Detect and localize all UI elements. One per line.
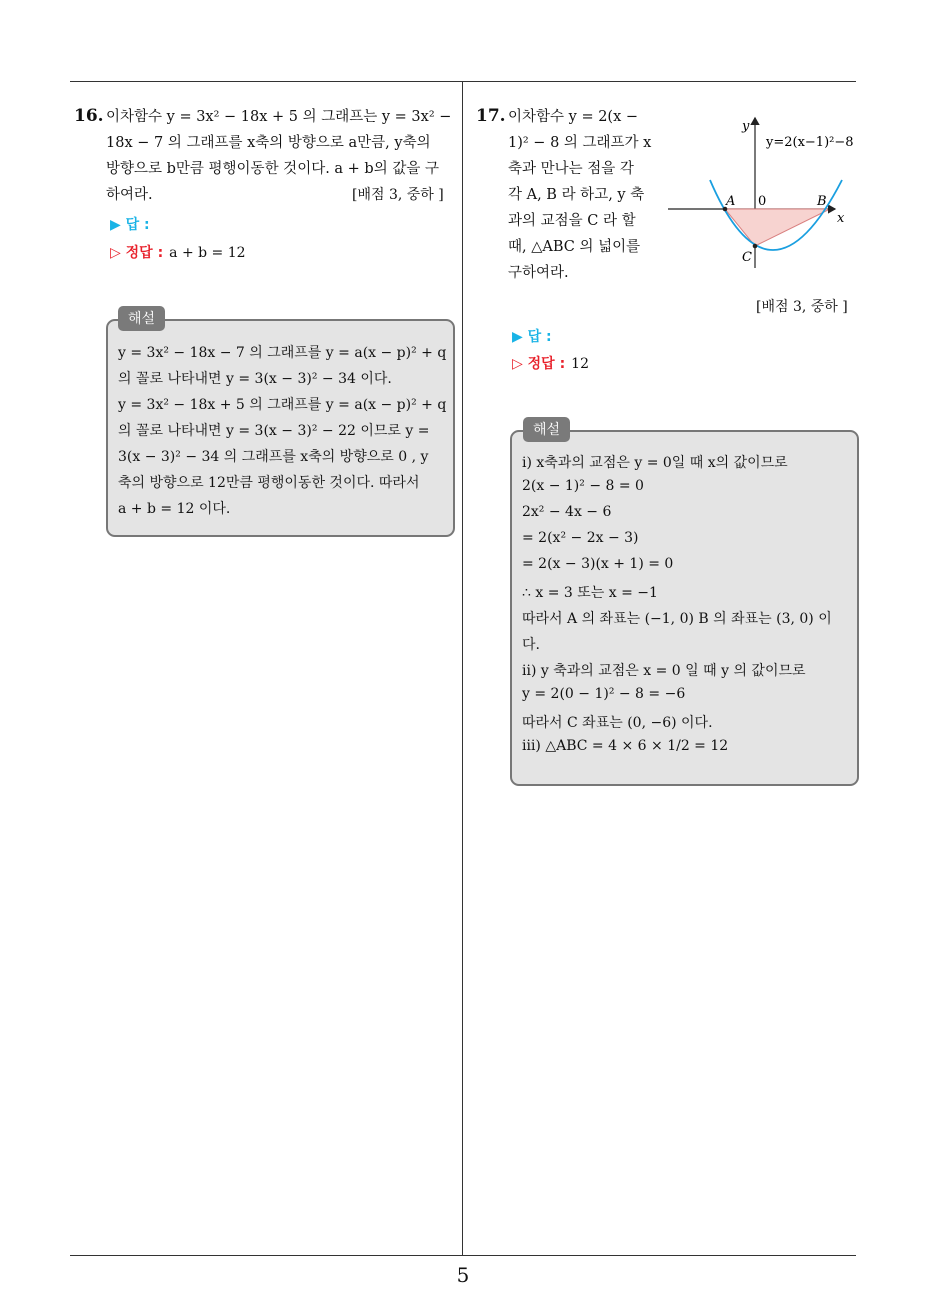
point-c-dot xyxy=(753,244,758,249)
q17-explain-line: 2x² − 4x − 6 xyxy=(522,504,612,520)
q17-question-text xyxy=(508,104,658,286)
q16-line: 이차함수 y = 3x² − 18x + 5 의 그래프는 y = 3x² − xyxy=(106,109,452,125)
q17-line: 1)² − 8 의 그래프가 x xyxy=(508,135,652,151)
q16-explain-line: y = 3x² − 18x − 7 의 그래프를 y = a(x − p)² + q xyxy=(118,345,447,361)
q17-explain-line: = 2(x² − 2x − 3) xyxy=(522,530,639,546)
q16-explain-line: a + b = 12 이다. xyxy=(118,501,231,517)
top-rule xyxy=(70,81,856,82)
q17-explain-line: ⅲ) △ABC = 4 × 6 × 1/2 = 12 xyxy=(522,738,729,754)
point-c-label: C xyxy=(742,250,752,265)
q16-explain-line: 3(x − 3)² − 34 의 그래프를 x축의 방향으로 0 , y xyxy=(118,449,429,465)
page-number: 5 xyxy=(456,1263,470,1287)
q17-explain-line: 다. xyxy=(522,637,540,653)
q17-explain-line: = 2(x − 3)(x + 1) = 0 xyxy=(522,556,674,572)
q16-explanation-tag: 해설 xyxy=(118,306,165,331)
q17-solution-value: 12 xyxy=(571,356,589,372)
q16-explain-line: 의 꼴로 나타내면 y = 3(x − 3)² − 34 이다. xyxy=(118,371,392,387)
q17-line: 축과 만나는 점을 각 xyxy=(508,161,634,177)
q17-explain-line: 따라서 A 의 좌표는 (−1, 0) B 의 좌표는 (3, 0) 이 xyxy=(522,611,832,627)
q16-line: 하여라. xyxy=(106,187,153,203)
point-b-label: B xyxy=(817,194,827,209)
q16-solution-label: ▷ 정답 : xyxy=(110,245,164,261)
column-divider xyxy=(462,82,463,1255)
q17-number: 17. xyxy=(476,106,506,126)
q17-explanation-tag: 해설 xyxy=(523,417,570,442)
q17-explain-line: ∴ x = 3 또는 x = −1 xyxy=(522,585,658,601)
bottom-rule xyxy=(70,1255,856,1256)
q17-explain-line: 2(x − 1)² − 8 = 0 xyxy=(522,478,644,494)
q16-score-meta: [배점 3, 중하 ] xyxy=(352,187,444,203)
q16-answer-label: ▶ 답 : xyxy=(110,217,150,233)
q16-explain-line: 축의 방향으로 12만큼 평행이동한 것이다. 따라서 xyxy=(118,475,420,491)
q16-line: 방향으로 b만큼 평행이동한 것이다. a + b의 값을 구 xyxy=(106,161,439,177)
q17-line: 과의 교점을 C 라 할 xyxy=(508,213,636,229)
q17-line: 구하여라. xyxy=(508,265,569,281)
q16-line: 18x − 7 의 그래프를 x축의 방향으로 a만큼, y축의 xyxy=(106,135,431,151)
origin-label: 0 xyxy=(758,194,767,209)
q16-solution-value: a + b = 12 xyxy=(169,245,246,261)
q17-line: 각 A, B 라 하고, y 축 xyxy=(508,187,645,203)
q17-line: 때, △ABC 의 넓이를 xyxy=(508,239,641,255)
q17-explain-line: ⅱ) y 축과의 교점은 x = 0 일 때 y 의 값이므로 xyxy=(522,663,806,679)
y-axis-label: y xyxy=(742,119,750,134)
q17-score-meta: [배점 3, 중하 ] xyxy=(756,299,848,315)
q17-parabola-graph xyxy=(660,110,860,270)
point-b-dot xyxy=(828,207,833,212)
q17-explain-line: ⅰ) x축과의 교점은 y = 0일 때 x의 값이므로 xyxy=(522,455,788,471)
q16-number: 16. xyxy=(74,106,104,126)
q16-explain-line: 의 꼴로 나타내면 y = 3(x − 3)² − 22 이므로 y = xyxy=(118,423,430,439)
q16-explain-line: y = 3x² − 18x + 5 의 그래프를 y = a(x − p)² + q xyxy=(118,397,447,413)
point-a-label: A xyxy=(726,194,736,209)
q17-explain-line: y = 2(0 − 1)² − 8 = −6 xyxy=(522,686,686,702)
triangle-abc xyxy=(725,209,830,246)
q17-answer-label: ▶ 답 : xyxy=(512,329,552,345)
x-axis-label: x xyxy=(837,211,845,226)
q17-explain-line: 따라서 C 좌표는 (0, −6) 이다. xyxy=(522,715,713,731)
equation-label: y=2(x−1)²−8 xyxy=(766,135,854,150)
q17-line: 이차함수 y = 2(x − xyxy=(508,109,639,125)
q17-solution xyxy=(512,353,589,373)
q16-solution xyxy=(110,242,246,262)
q17-solution-label: ▷ 정답 : xyxy=(512,356,566,372)
